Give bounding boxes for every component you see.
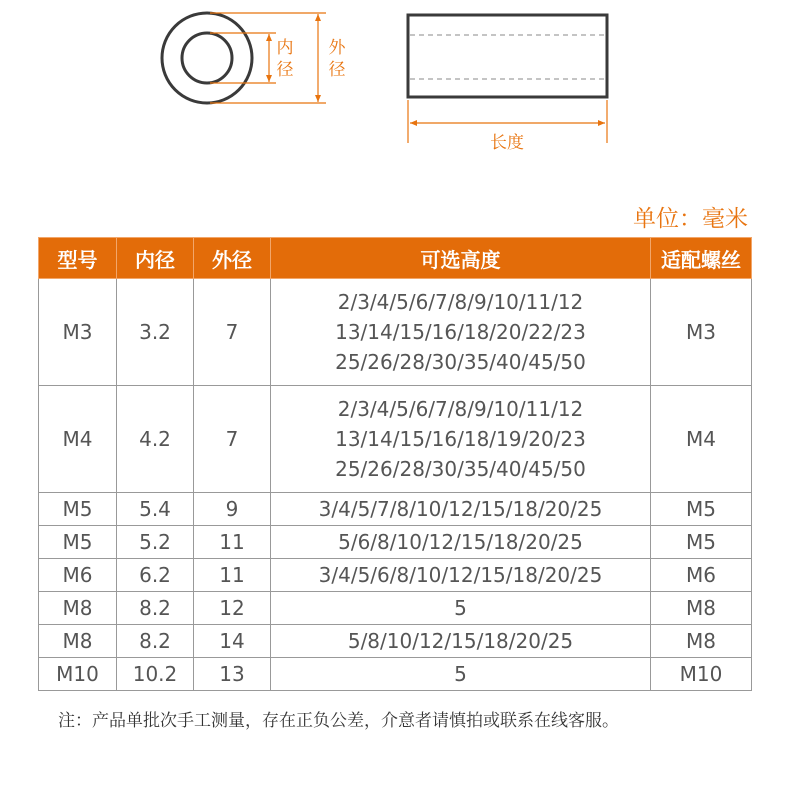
cell-outer: 13 [194, 658, 271, 691]
length-label: 长度 [490, 133, 524, 153]
table-row [39, 625, 752, 658]
cell-outer: 7 [194, 386, 271, 493]
inner-diameter-label-1: 内 [276, 38, 294, 58]
table-header-row [39, 238, 752, 279]
dimension-diagram [0, 0, 790, 200]
heights-line: 25/26/28/30/35/40/45/50 [335, 457, 586, 481]
cell-model: M8 [39, 592, 117, 625]
unit-label: 单位：毫米 [633, 206, 748, 232]
cell-inner: 5.4 [117, 493, 194, 526]
cell-heights: 3/4/5/6/8/10/12/15/18/20/25 [271, 559, 651, 592]
cell-model: M5 [39, 493, 117, 526]
heights-line: 2/3/4/5/6/7/8/9/10/11/12 [337, 397, 584, 421]
disclaimer-note: 注：产品单批次手工测量，存在正负公差，介意者请慎拍或联系在线客服。 [58, 711, 619, 731]
inner-circle [182, 33, 232, 83]
cell-outer: 9 [194, 493, 271, 526]
inner-diameter-label-2: 径 [276, 60, 294, 80]
spacer-side-view [408, 15, 607, 97]
cell-inner: 4.2 [117, 386, 194, 493]
cell-screw: M4 [651, 386, 752, 493]
cell-inner: 3.2 [117, 279, 194, 386]
heights-line: 2/3/4/5/6/7/8/9/10/11/12 [337, 290, 584, 314]
table-row [39, 658, 752, 691]
inner-diameter-dimension [210, 33, 276, 83]
cell-model: M10 [39, 658, 117, 691]
table-row [39, 526, 752, 559]
cell-model: M8 [39, 625, 117, 658]
outer-diameter-label-2: 径 [328, 60, 346, 80]
header-heights: 可选高度 [271, 238, 651, 279]
cell-inner: 5.2 [117, 526, 194, 559]
cell-screw: M8 [651, 592, 752, 625]
table-row [39, 559, 752, 592]
cell-inner: 8.2 [117, 625, 194, 658]
table-row [39, 493, 752, 526]
cell-model: M5 [39, 526, 117, 559]
cell-screw: M6 [651, 559, 752, 592]
outer-diameter-dimension [210, 13, 326, 103]
cell-model: M3 [39, 279, 117, 386]
cell-heights: 5 [271, 592, 651, 625]
cell-inner: 8.2 [117, 592, 194, 625]
cell-outer: 12 [194, 592, 271, 625]
cell-heights: 5 [271, 658, 651, 691]
spec-table [38, 237, 752, 691]
cell-outer: 7 [194, 279, 271, 386]
cell-outer: 11 [194, 526, 271, 559]
ring-front-view [162, 13, 252, 103]
cell-heights: 5/8/10/12/15/18/20/25 [271, 625, 651, 658]
cell-heights [271, 279, 651, 386]
cell-heights [271, 386, 651, 493]
cell-screw: M10 [651, 658, 752, 691]
heights-line: 13/14/15/16/18/19/20/23 [335, 427, 586, 451]
header-outer-diameter: 外径 [194, 238, 271, 279]
outer-circle [162, 13, 252, 103]
cell-screw: M3 [651, 279, 752, 386]
header-screw: 适配螺丝 [651, 238, 752, 279]
header-inner-diameter: 内径 [117, 238, 194, 279]
table-row [39, 279, 752, 386]
cell-model: M6 [39, 559, 117, 592]
cell-heights: 3/4/5/7/8/10/12/15/18/20/25 [271, 493, 651, 526]
cell-screw: M5 [651, 526, 752, 559]
cell-inner: 6.2 [117, 559, 194, 592]
heights-line: 25/26/28/30/35/40/45/50 [335, 350, 586, 374]
heights-line: 13/14/15/16/18/20/22/23 [335, 320, 586, 344]
outer-diameter-label-1: 外 [328, 38, 346, 58]
header-model: 型号 [39, 238, 117, 279]
cell-screw: M5 [651, 493, 752, 526]
cell-outer: 11 [194, 559, 271, 592]
cell-screw: M8 [651, 625, 752, 658]
cell-outer: 14 [194, 625, 271, 658]
cell-model: M4 [39, 386, 117, 493]
table-row [39, 592, 752, 625]
cell-inner: 10.2 [117, 658, 194, 691]
cell-heights: 5/6/8/10/12/15/18/20/25 [271, 526, 651, 559]
table-row [39, 386, 752, 493]
